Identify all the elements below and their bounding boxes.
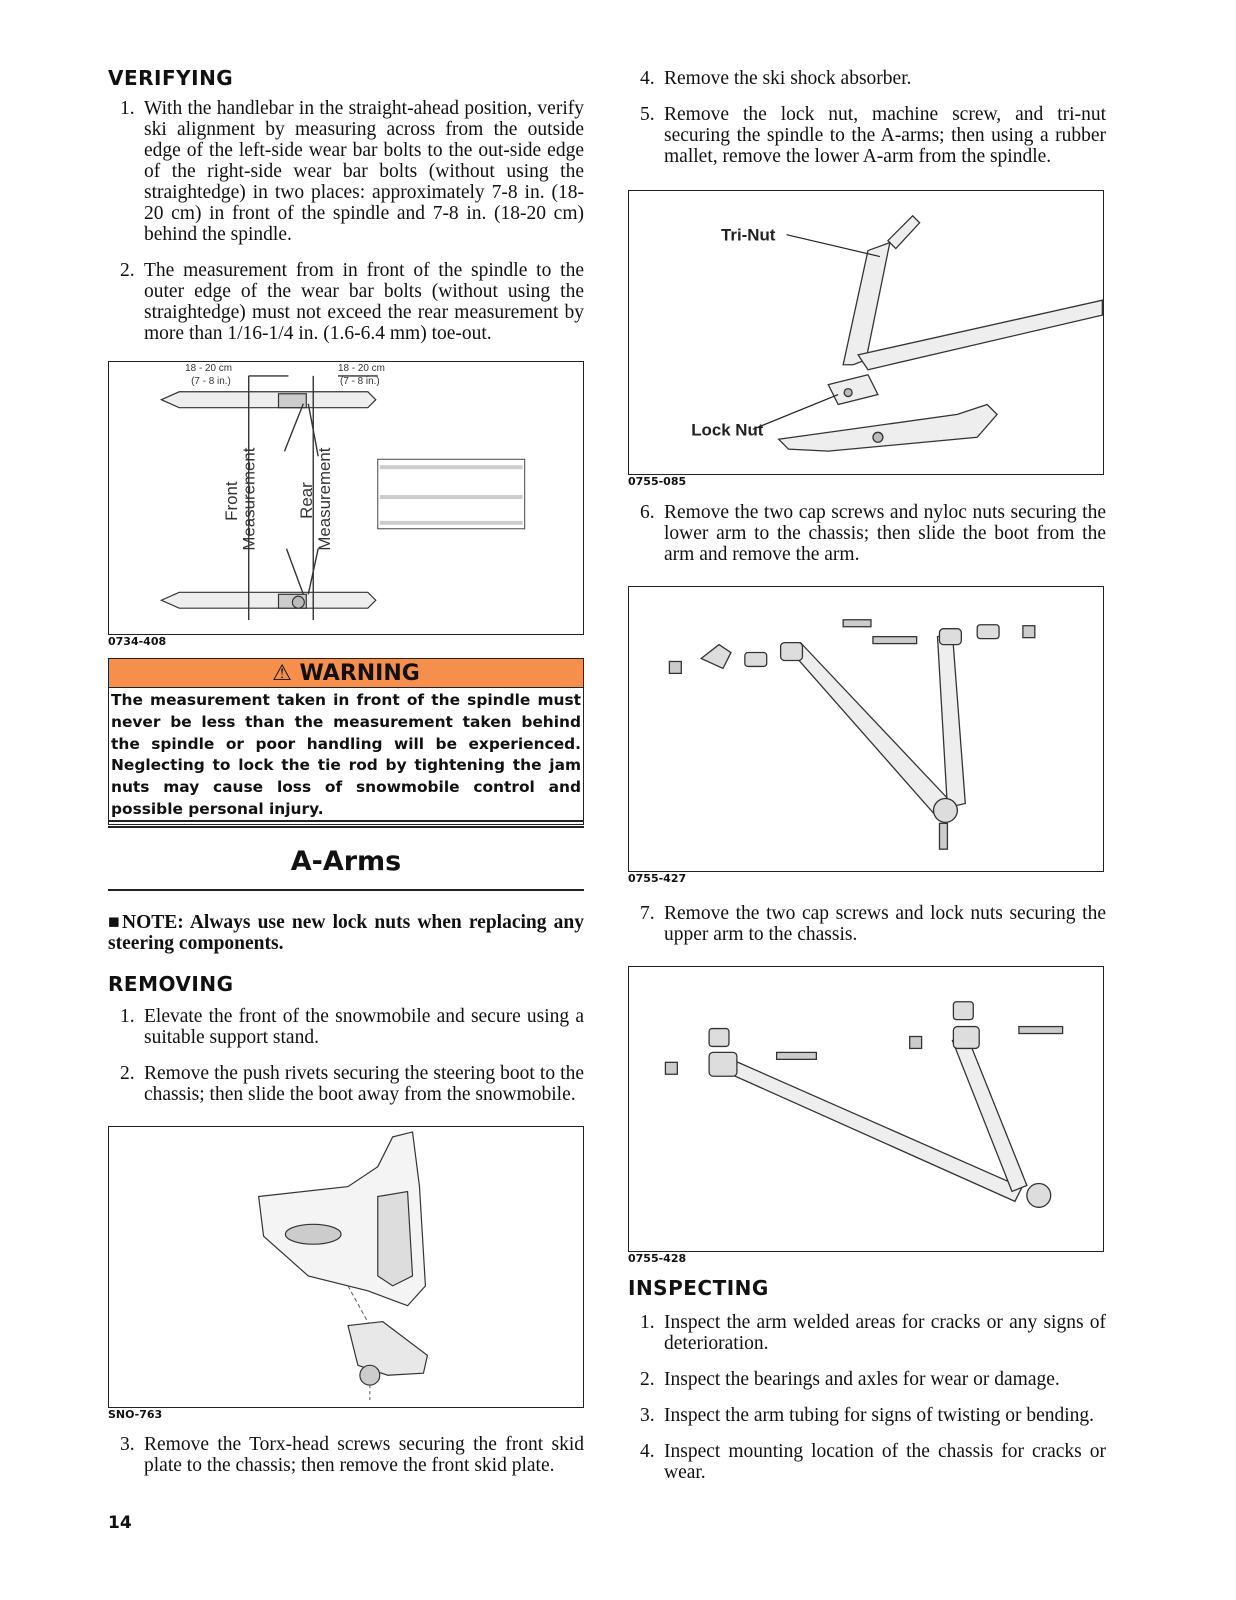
upper-arm-illustration <box>629 967 1103 1251</box>
list-item: 3. Inspect the arm tubing for signs of twisting or bending. <box>640 1405 1095 1426</box>
lock-nut-label: Lock Nut <box>691 420 764 440</box>
inspecting-steps <box>628 1312 1106 1498</box>
figure-code: 0734-408 <box>108 635 167 648</box>
warning-text: The measurement taken in front of the spindle must never be less than the measurement taken behind the spindle or poor handling will be experienced. Neglecting to lock the tie rod by tightening the jam nuts may cause loss of snowmobile control and possible personal injury. <box>111 691 581 818</box>
front-dim-label: 18 - 20 cm <box>185 362 232 374</box>
list-item: 4. Inspect mounting location of the chassis for cracks or wear. <box>640 1441 1106 1483</box>
list-item: 1. Elevate the front of the snowmobile and secure using a suitable support stand. <box>120 1006 584 1048</box>
removing-steps-continued <box>108 1434 584 1491</box>
tri-nut-label: Tri-Nut <box>721 225 776 245</box>
removing-steps <box>108 1006 584 1120</box>
front-dim-inch-label: (7 - 8 in.) <box>191 375 231 387</box>
removing-steps-6 <box>628 502 1106 580</box>
section-divider <box>108 820 584 828</box>
list-item: 1. Inspect the arm welded areas for cracks or any signs of deterioration. <box>640 1312 1106 1354</box>
list-item: 6. Remove the two cap screws and nyloc nuts securing the lower arm to the chassis; then slide the boot from the arm and remove the arm. <box>640 502 1106 565</box>
figure-code: 0755-427 <box>628 872 687 885</box>
list-item: 7. Remove the two cap screws and lock nuts securing the upper arm to the chassis. <box>640 903 1106 945</box>
rear-dim-inch-label: (7 - 8 in.) <box>340 375 380 387</box>
ski-alignment-illustration <box>109 362 583 634</box>
figure-code: 0755-085 <box>628 475 687 488</box>
figure-code: 0755-428 <box>628 1252 687 1265</box>
verifying-steps <box>108 98 584 359</box>
chassis-figure <box>108 1126 584 1408</box>
section-title: A-Arms <box>290 846 402 877</box>
lower-arm-illustration <box>629 587 1103 871</box>
list-item: 3. Remove the Torx-head screws securing the front skid plate to the chassis; then remove the front skid plate. <box>120 1434 584 1476</box>
section-rule <box>108 889 584 891</box>
warning-title: ⚠ WARNING <box>109 659 583 688</box>
front-measurement-label: Measurement <box>239 447 259 551</box>
front-label: Front <box>221 481 241 521</box>
list-item: 5. Remove the lock nut, machine screw, and tri-nut securing the spindle to the A-arms; then using a rubber mallet, remove the lower A-arm from the spindle. <box>640 104 1106 167</box>
list-item: 4. Remove the ski shock absorber. <box>640 68 912 89</box>
warning-box <box>108 658 584 825</box>
list-item: 1. With the handlebar in the straight-ahead position, verify ski alignment by measuring across from the outside edge of the left-side wear bar bolts to the out-side edge of the right-side wear bar bolts (without using the straightedge) in two places: approximately 7-8 in. (18-20 cm) in front of the spindle and 7-8 in. (18-20 cm) behind the spindle. <box>120 98 584 245</box>
list-item: 2. Remove the push rivets securing the steering boot to the chassis; then slide the boot away from the snowmobile. <box>120 1063 584 1105</box>
ski-alignment-figure <box>108 361 584 635</box>
upper-arm-figure <box>628 966 1104 1252</box>
spindle-illustration <box>629 191 1103 474</box>
note: ■NOTE: Always use new lock nuts when replacing any steering components. <box>108 912 584 954</box>
rear-label: Rear <box>297 482 317 519</box>
removing-steps-7 <box>628 903 1106 960</box>
removing-steps-right <box>628 68 1106 182</box>
removing-heading: REMOVING <box>108 972 234 996</box>
lower-arm-figure <box>628 586 1104 872</box>
list-item: 2. Inspect the bearings and axles for wear or damage. <box>640 1369 1060 1390</box>
spindle-figure <box>628 190 1104 475</box>
list-item: 2. The measurement from in front of the spindle to the outer edge of the wear bar bolts (without using the straightedge) must not exceed the rear measurement by more than 1/16-1/4 in. (1.6-6.4 mm) toe-out. <box>120 260 584 344</box>
page-number: 14 <box>108 1513 132 1533</box>
rear-dim-label: 18 - 20 cm <box>338 362 385 374</box>
chassis-illustration <box>109 1127 583 1407</box>
verifying-heading: VERIFYING <box>108 66 234 90</box>
figure-code: SNO-763 <box>108 1408 163 1421</box>
inspecting-heading: INSPECTING <box>628 1276 769 1300</box>
rear-measurement-label: Measurement <box>315 447 335 551</box>
